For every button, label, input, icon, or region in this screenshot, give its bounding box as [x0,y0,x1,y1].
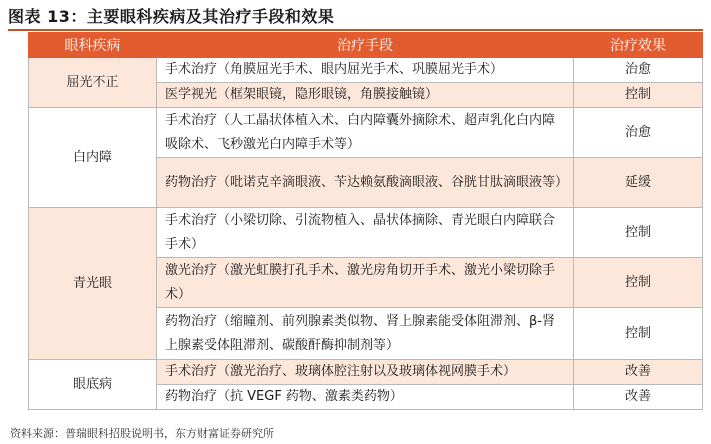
header-method: 治疗手段 [157,33,574,58]
figure-title: 图表 13：主要眼科疾病及其治疗手段和效果 [8,7,335,26]
method-cell: 激光治疗（激光虹膜打孔手术、激光房角切开手术、激光小梁切除手术） [157,258,574,308]
effect-cell: 控制 [574,208,703,258]
table-header-row [29,33,703,58]
method-cell: 手术治疗（小梁切除、引流物植入、晶状体摘除、青光眼白内障联合手术） [157,208,574,258]
method-cell: 药物治疗（吡诺克辛滴眼液、苄达赖氨酸滴眼液、谷胱甘肽滴眼液等） [157,158,574,208]
header-disease: 眼科疾病 [29,33,157,58]
effect-cell: 控制 [574,83,703,108]
effect-cell: 治愈 [574,58,703,83]
method-cell: 药物治疗（缩瞳剂、前列腺素类似物、肾上腺素能受体阻滞剂、β-肾上腺素受体阻滞剂、碳酸酐酶抑制剂等） [157,308,574,360]
effect-cell: 改善 [574,385,703,410]
disease-cell: 青光眼 [29,208,157,360]
disease-cell: 眼底病 [29,360,157,410]
disease-cell: 屈光不正 [29,58,157,108]
effect-cell: 延缓 [574,158,703,208]
table-row [29,58,703,83]
effect-cell: 控制 [574,308,703,360]
method-cell: 手术治疗（角膜屈光手术、眼内屈光手术、巩膜屈光手术） [157,58,574,83]
disease-cell: 白内障 [29,108,157,208]
header-effect: 治疗效果 [574,33,703,58]
method-cell: 药物治疗（抗 VEGF 药物、激素类药物） [157,385,574,410]
table-row [29,360,703,385]
source-note: 资料来源：普瑞眼科招股说明书，东方财富证券研究所 [10,427,274,440]
method-cell: 手术治疗（人工晶状体植入术、白内障囊外摘除术、超声乳化白内障吸除术、飞秒激光白内障手术等） [157,108,574,158]
treatment-table [28,32,703,410]
effect-cell: 治愈 [574,108,703,158]
table-row [29,108,703,158]
table-row [29,208,703,258]
effect-cell: 控制 [574,258,703,308]
title-divider [8,29,703,31]
method-cell: 医学视光（框架眼镜，隐形眼镜，角膜接触镜） [157,83,574,108]
effect-cell: 改善 [574,360,703,385]
method-cell: 手术治疗（激光治疗、玻璃体腔注射以及玻璃体视网膜手术） [157,360,574,385]
